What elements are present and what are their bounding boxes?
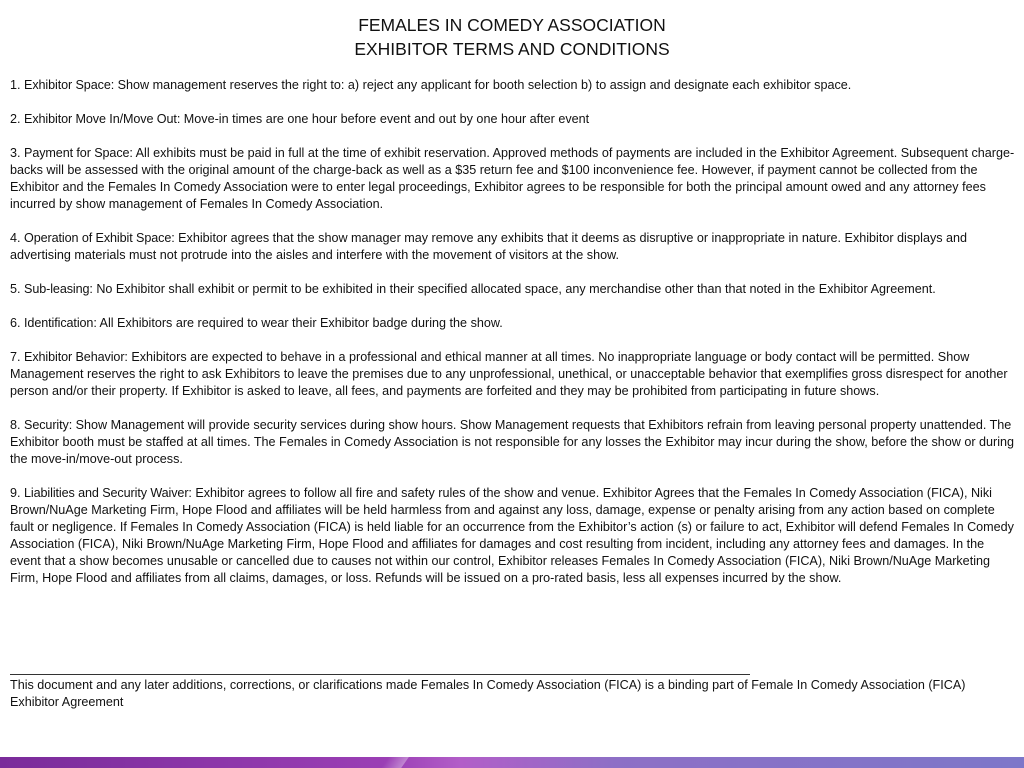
term-heading: Exhibitor Behavior: — [24, 350, 128, 364]
term-text: All Exhibitors are required to wear their Exhibitor badge during the show. — [99, 316, 503, 330]
term-text: Exhibitors are expected to behave in a professional and ethical manner at all times. No inappropriate language or body contact will be permitted. Show Management reserves the right to ask Exhibitors to leave the premises due to any unprofessional, unethical, or unacceptable behavior that exemplifies gross disrespect for another person and/or their property. If Exhibitor is asked to leave, all fees, and payments are forfeited and they may be prohibited from participating in future shows. — [10, 350, 1008, 398]
term-exhibitor-space — [10, 77, 1016, 94]
document-header — [0, 13, 1024, 61]
term-text: Exhibitor agrees to follow all fire and safety rules of the show and venue. Exhibitor Agrees that the Females In Comedy Association (FICA), Niki Brown/NuAge Marketing Firm, Hope Flood and affiliates will be held harmless from and against any loss, damage, expense or penalty arising from any action based on complete fault or negligence. If Females In Comedy Association (FICA) is held liable for an occurrence from the Exhibitor’s action (s) or failure to act, Exhibitor will defend Females In Comedy Association (FICA), Niki Brown/NuAge Marketing Firm, Hope Flood and affiliates for damages and cost resulting from incident, including any attorney fees and damages. In the event that a show becomes unusable or cancelled due to causes not within our control, Exhibitor releases Females In Comedy Association (FICA), Niki Brown/NuAge Marketing Firm, Hope Flood and affiliates from all claims, damages, or loss. Refunds will be issued on a pro-rated basis, less all expenses incurred by the show. — [10, 486, 1014, 585]
term-heading: Security: — [24, 418, 73, 432]
term-identification — [10, 315, 1016, 332]
bar-highlight — [381, 757, 409, 768]
term-number: 2. — [10, 112, 21, 126]
term-number: 3. — [10, 146, 21, 160]
term-text: Exhibitor agrees that the show manager may remove any exhibits that it deems as disruptive or inappropriate in nature. Exhibitor displays and advertising materials must not protrude into the aisles and interfere with the movement of visitors at the show. — [10, 231, 968, 262]
term-move-in-out — [10, 111, 1016, 128]
term-heading: Payment for Space: — [24, 146, 133, 160]
term-heading: Exhibitor Move In/Move Out — [24, 112, 177, 126]
term-sub-leasing — [10, 281, 1016, 298]
term-payment — [10, 145, 1016, 213]
term-number: 8. — [10, 418, 21, 432]
term-number: 5. — [10, 282, 21, 296]
decorative-bottom-bar — [0, 757, 1024, 768]
term-heading: Identification: — [24, 316, 97, 330]
term-text: Show management reserves the right to: a) reject any applicant for booth selection b) to assign and designate each exhibitor space. — [117, 78, 852, 92]
term-number: 9. — [10, 486, 21, 500]
term-behavior — [10, 349, 1016, 400]
terms-list — [10, 77, 1016, 604]
term-text: : Move-in times are one hour before event and out by one hour after event — [176, 112, 590, 126]
term-security — [10, 417, 1016, 468]
footnote: This document and any later additions, corrections, or clarifications made Females In Comedy Association (FICA) is a binding part of Female In Comedy Association (FICA) Exhibitor Agreement — [10, 678, 966, 709]
term-operation — [10, 230, 1016, 264]
term-text: All exhibits must be paid in full at the time of exhibit reservation. Approved methods of payments are included in the Exhibitor Agreement. Subsequent charge-backs will be assessed with the original amount of the charge-back as well as a $35 return fee and $100 inconvenience fee. However, if payment cannot be collected from the Exhibitor and the Females In Comedy Association were to enter legal proceedings, Exhibitor agrees to be responsible for both the principal amount owed and any attorney fees incurred by show management of Females In Comedy Association. — [10, 146, 1015, 211]
term-heading: Exhibitor Space: — [24, 78, 115, 92]
footnote-divider — [10, 674, 750, 675]
term-text: Show Management will provide security services during show hours. Show Management requests that Exhibitors refrain from leaving personal property unattended. The Exhibitor booth must be staffed at all times. The Females in Comedy Association is not responsible for any losses the Exhibitor may incur during the show, before the show or during the move-in/move-out process. — [10, 418, 1015, 466]
term-text: No Exhibitor shall exhibit or permit to be exhibited in their specified allocated space, any merchandise other than that noted in the Exhibitor Agreement. — [96, 282, 936, 296]
term-heading: Liabilities and Security Waiver: — [24, 486, 192, 500]
term-number: 1. — [10, 78, 21, 92]
term-liabilities — [10, 485, 1016, 587]
document-title: EXHIBITOR TERMS AND CONDITIONS — [354, 39, 670, 59]
organization-title: FEMALES IN COMEDY ASSOCIATION — [358, 15, 666, 35]
term-number: 4. — [10, 231, 21, 245]
term-heading: Operation of Exhibit Space: — [24, 231, 175, 245]
term-number: 7. — [10, 350, 21, 364]
term-number: 6. — [10, 316, 21, 330]
term-heading: Sub-leasing: — [24, 282, 93, 296]
